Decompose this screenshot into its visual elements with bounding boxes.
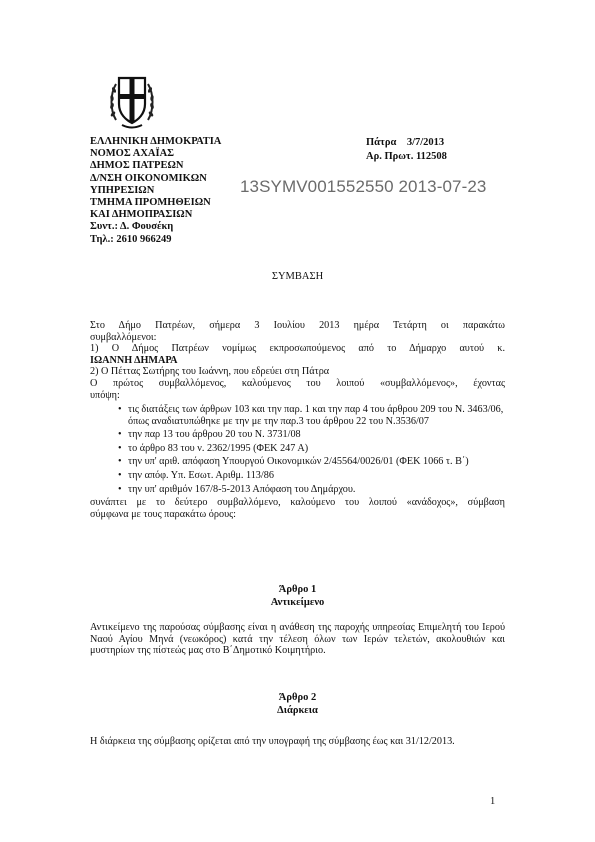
agreement-line: συνάπτει με το δεύτερο συμβαλλόμενο, καλούμενο του λοιπού «ανάδοχος», σύμβαση bbox=[90, 497, 505, 509]
bullet-icon: • bbox=[118, 404, 122, 415]
document-date: Πάτρα 3/7/2013 bbox=[366, 137, 445, 148]
issuer-line: Συντ.: Δ. Φουσέκη bbox=[90, 221, 174, 233]
party-1-name: ΙΩΑΝΝΗ ΔΗΜΑΡΑ bbox=[90, 354, 178, 366]
intro-paragraph-end: συμβαλλόμενοι: bbox=[90, 331, 157, 343]
issuer-line: ΕΛΛΗΝΙΚΗ ΔΗΜΟΚΡΑΤΙΑ bbox=[90, 136, 222, 147]
list-item: • την υπ' αριθ. απόφαση Υπουργού Οικονομικών 2/45564/0026/01 (ΦΕΚ 1066 τ. Β΄) bbox=[118, 456, 469, 468]
issuer-block bbox=[90, 136, 250, 246]
page-number: 1 bbox=[490, 796, 496, 807]
ada-stamp: 13SYMV001552550 2013-07-23 bbox=[240, 177, 487, 196]
document-title: ΣΥΜΒΑΣΗ bbox=[271, 271, 324, 282]
issuer-line: ΥΠΗΡΕΣΙΩΝ bbox=[90, 184, 155, 196]
intro-paragraph: Στο Δήμο Πατρέων, σήμερα 3 Ιουλίου 2013 ημέρα Τετάρτη οι παρακάτω bbox=[90, 320, 505, 331]
party-1: 1) Ο Δήμος Πατρέων νομίμως εκπροσωπούμενος από το Δήμαρχο αυτού κ. bbox=[90, 343, 505, 355]
list-item: • την υπ' αριθμόν 167/8-5-2013 Απόφαση του Δημάρχου. bbox=[118, 483, 356, 495]
list-item: • την παρ 13 του άρθρου 20 του Ν. 3731/08 bbox=[118, 429, 301, 441]
issuer-line: ΝΟΜΟΣ ΑΧΑΪΑΣ bbox=[90, 148, 175, 160]
list-item: • τις διατάξεις των άρθρων 103 και την παρ. 1 και την παρ 4 του άρθρου 209 του Ν. 3463/06, όπως αναδιατυπώθηκε με την με την παρ.3 του άρθρου 22 του Ν.3536/07 bbox=[118, 404, 504, 427]
issuer-line: Τηλ.: 2610 966249 bbox=[90, 233, 172, 245]
article-2-title: Διάρκεια bbox=[277, 705, 318, 716]
issuer-line: ΔΗΜΟΣ ΠΑΤΡΕΩΝ bbox=[90, 160, 184, 172]
article-2-number: Άρθρο 2 bbox=[278, 692, 317, 703]
legal-basis-list bbox=[90, 404, 505, 495]
legal-basis-list-wrap bbox=[90, 404, 505, 520]
bullet-icon: • bbox=[118, 429, 122, 441]
intro-section bbox=[90, 320, 505, 401]
issuer-line: ΚΑΙ ΔΗΜΟΠΡΑΣΙΩΝ bbox=[90, 209, 193, 221]
date-protocol-block bbox=[366, 136, 447, 163]
protocol-number: Αρ. Πρωτ. 112508 bbox=[366, 150, 447, 162]
greek-state-emblem bbox=[108, 70, 156, 132]
article-1-title: Αντικείμενο bbox=[270, 597, 325, 608]
article-1-heading bbox=[90, 583, 505, 609]
list-item: • την απόφ. Υπ. Εσωτ. Αριθμ. 113/86 bbox=[118, 469, 274, 481]
article-1-number: Άρθρο 1 bbox=[278, 584, 317, 595]
article-2-text: Η διάρκεια της σύμβασης ορίζεται από την υπογραφή της σύμβασης έως και 31/12/2013. bbox=[90, 736, 455, 747]
agreement-line-end: σύμφωνα με τους παρακάτω όρους: bbox=[90, 508, 236, 520]
party-2: 2) Ο Πέττας Σωτήρης του Ιωάννη, που εδρεύει στη Πάτρα bbox=[90, 366, 330, 378]
bullet-icon: • bbox=[118, 442, 122, 454]
issuer-line: ΤΜΗΜΑ ΠΡΟΜΗΘΕΙΩΝ bbox=[90, 197, 211, 209]
article-1-text: Αντικείμενο της παρούσας σύμβασης είναι η ανάθεση της παροχής υπηρεσίας Επιμελητή του Ιερού Ναού Αγίου Μηνά (νεωκόρος) κατά την τέλεση όλων των Ιερών τελετών, ακολουθιών και μυστηρίων της πίστεώς μας στο Β΄Δημοτικό Κοιμητήριο. bbox=[90, 622, 505, 657]
list-item: • το άρθρο 83 του ν. 2362/1995 (ΦΕΚ 247 Α) bbox=[118, 442, 309, 454]
coat-of-arms-icon bbox=[108, 70, 156, 132]
issuer-line: Δ/ΝΣΗ ΟΙΚΟΝΟΜΙΚΩΝ bbox=[90, 172, 207, 184]
considering-paragraph: Ο πρώτος συμβαλλόμενος, καλούμενος του λοιπού «συμβαλλόμενος», έχοντας bbox=[90, 377, 505, 389]
considering-paragraph-end: υπόψη: bbox=[90, 389, 120, 401]
bullet-icon: • bbox=[118, 483, 122, 495]
bullet-icon: • bbox=[118, 456, 122, 468]
bullet-icon: • bbox=[118, 469, 122, 481]
article-2-heading bbox=[90, 691, 505, 717]
